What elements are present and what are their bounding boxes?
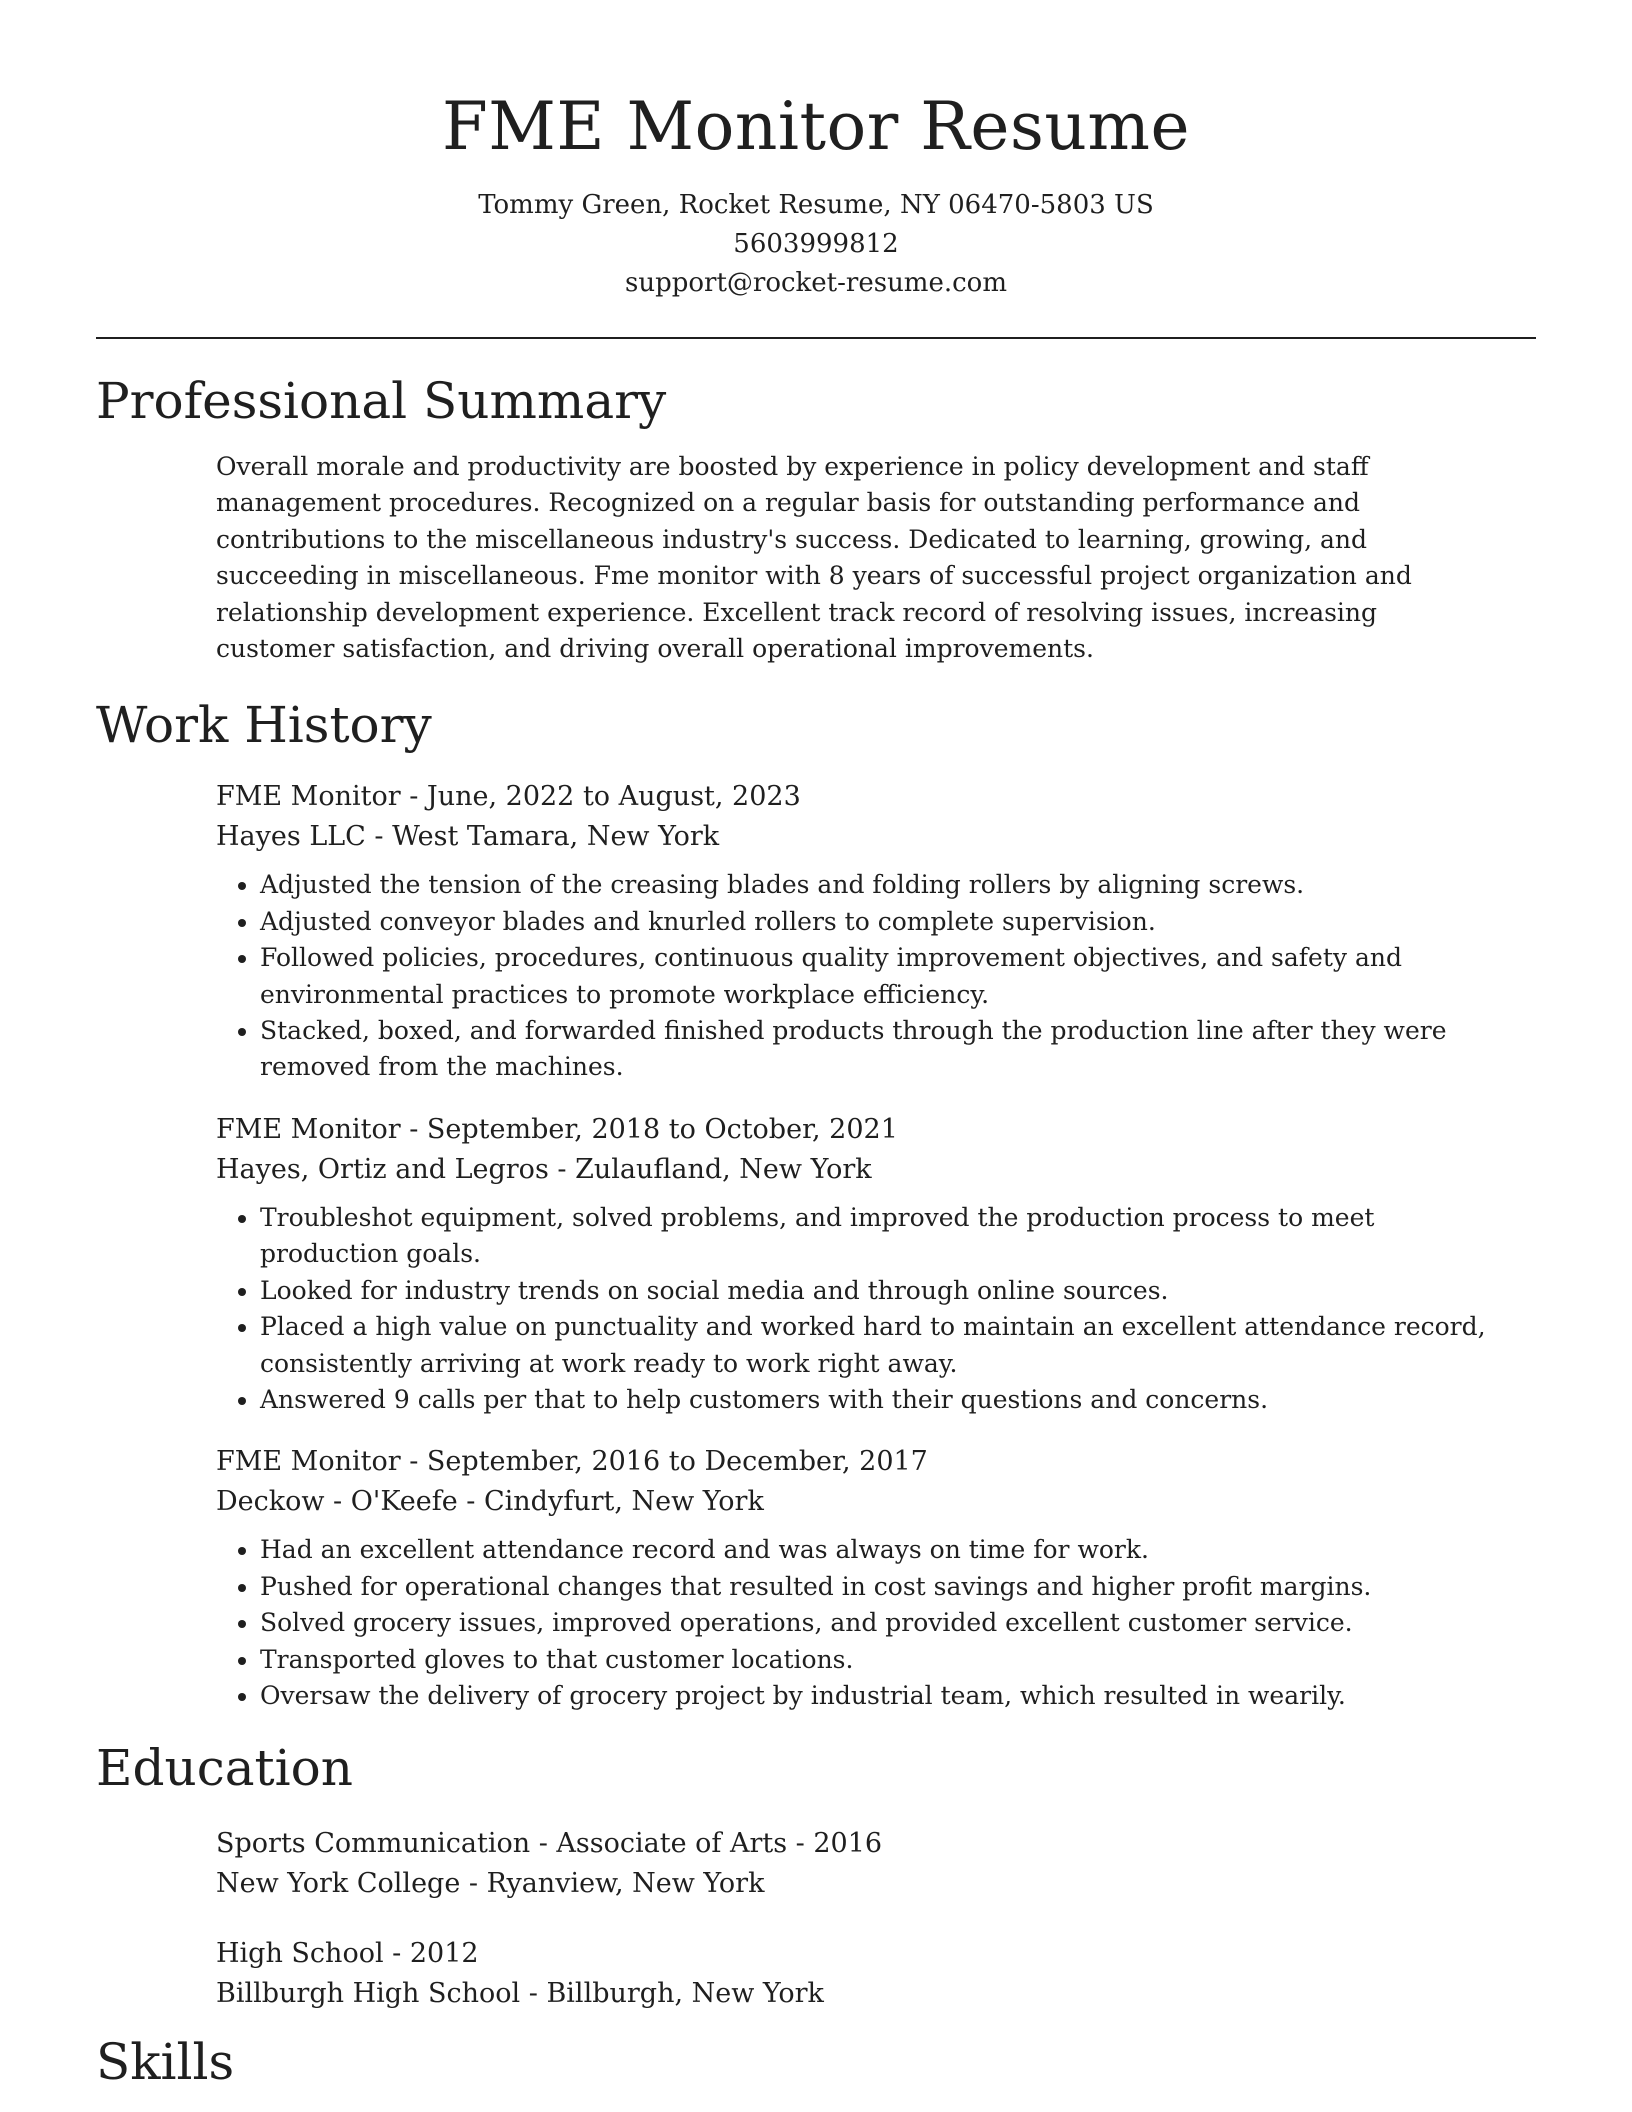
job-bullet: • Troubleshot equipment, solved problems, and improved the production process to meet production goals. [260, 1200, 1496, 1273]
job-company-line: Hayes, Ortiz and Legros - Zulaufland, New York [216, 1153, 872, 1185]
job-bullets [216, 867, 1496, 1085]
summary-heading: Professional Summary [96, 372, 667, 430]
job-entry [216, 1442, 1496, 1714]
job-bullet: • Oversaw the delivery of grocery project by industrial team, which resulted in wearily. [260, 1678, 1496, 1714]
work-history-section [216, 777, 1496, 1714]
contact-phone: 5603999812 [733, 229, 899, 259]
job-bullets [216, 1200, 1496, 1418]
job-entry [216, 1110, 1496, 1418]
contact-block [96, 186, 1536, 303]
job-bullet: • Adjusted the tension of the creasing blades and folding rollers by aligning screws. [260, 867, 1496, 903]
education-heading: Education [96, 1739, 353, 1798]
job-bullet: • Adjusted conveyor blades and knurled rollers to complete supervision. [260, 904, 1496, 940]
education-entry [216, 1934, 1496, 2014]
job-entry [216, 777, 1496, 1085]
resume-page [96, 0, 1536, 2094]
job-bullets [216, 1532, 1496, 1714]
job-bullet: • Looked for industry trends on social media and through online sources. [260, 1273, 1496, 1309]
education-degree-line: High School - 2012 [216, 1938, 479, 1970]
education-entry [216, 1824, 1496, 1904]
contact-email: support@rocket-resume.com [624, 268, 1007, 298]
work-history-heading: Work History [96, 696, 432, 755]
education-school-line: New York College - Ryanview, New York [216, 1868, 765, 1900]
job-bullet: • Placed a high value on punctuality and worked hard to maintain an excellent attendance record, consistently arriving at work ready to work right away. [260, 1309, 1496, 1382]
job-title-line: FME Monitor - June, 2022 to August, 2023 [216, 781, 801, 813]
summary-section [216, 449, 1496, 667]
job-title-line: FME Monitor - September, 2016 to December, 2017 [216, 1446, 928, 1478]
job-bullet: • Transported gloves to that customer locations. [260, 1642, 1496, 1678]
education-degree-line: Sports Communication - Associate of Arts - 2016 [216, 1828, 883, 1860]
education-school-line: Billburgh High School - Billburgh, New York [216, 1978, 824, 2010]
job-bullet: • Had an excellent attendance record and was always on time for work. [260, 1532, 1496, 1568]
job-bullet: • Solved grocery issues, improved operations, and provided excellent customer service. [260, 1605, 1496, 1641]
resume-header [96, 0, 1536, 303]
education-section [216, 1824, 1496, 2014]
job-bullet: • Stacked, boxed, and forwarded finished products through the production line after they were removed from the machines. [260, 1013, 1496, 1086]
job-company-line: Hayes LLC - West Tamara, New York [216, 821, 720, 853]
summary-text: Overall morale and productivity are boosted by experience in policy development and staff management procedures. Recognized on a regular basis for outstanding performance and contributions to the miscellaneous industry's success. Dedicated to learning, growing, and succeeding in miscellaneous. Fme monitor with 8 years of successful project organization and relationship development experience. Excellent track record of resolving issues, increasing customer satisfaction, and driving overall operational improvements. [216, 452, 1412, 664]
job-bullet: • Pushed for operational changes that resulted in cost savings and higher profit margins. [260, 1569, 1496, 1605]
skills-heading: Skills [96, 2033, 235, 2092]
contact-address: Tommy Green, Rocket Resume, NY 06470-5803 US [478, 190, 1154, 220]
header-divider [96, 337, 1536, 339]
job-title-line: FME Monitor - September, 2018 to October, 2021 [216, 1113, 898, 1145]
job-bullet: • Followed policies, procedures, continuous quality improvement objectives, and safety and environmental practices to promote workplace efficiency. [260, 940, 1496, 1013]
resume-title: FME Monitor Resume [441, 88, 1191, 165]
job-bullet: • Answered 9 calls per that to help customers with their questions and concerns. [260, 1382, 1496, 1418]
job-company-line: Deckow - O'Keefe - Cindyfurt, New York [216, 1486, 764, 1518]
